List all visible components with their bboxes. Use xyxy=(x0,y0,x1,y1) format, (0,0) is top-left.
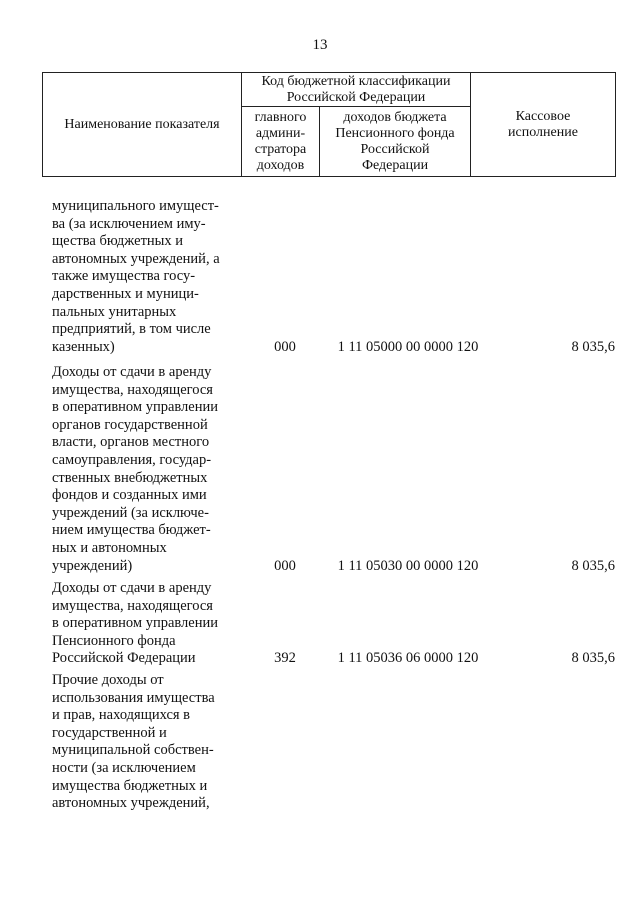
row-classification-code: 1 11 05000 00 0000 120 xyxy=(337,338,479,355)
row-name-line: автономных учреждений, xyxy=(52,795,210,812)
income-line1: доходов бюджета xyxy=(343,109,447,125)
row-name-line: в оперативном управлении xyxy=(52,615,219,632)
header-name-column: Наименование показателя xyxy=(43,73,242,177)
row-name-line: самоуправления, государ- xyxy=(52,451,212,468)
classification-title-line1: Код бюджетной классификации xyxy=(261,73,451,89)
row-admin-code: 392 xyxy=(274,650,296,667)
header-income-column xyxy=(320,107,471,177)
row-name-line: имущества бюджетных и xyxy=(52,777,208,794)
row-name-line: Доходы от сдачи в аренду xyxy=(52,580,212,596)
row-name-line: государственной и xyxy=(52,724,167,741)
row-name-line: дарственных и муници- xyxy=(52,285,199,302)
row-classification-code: 1 11 05030 00 0000 120 xyxy=(337,557,479,574)
page-number: 13 xyxy=(312,37,328,53)
row-name-line: учреждений) xyxy=(52,557,133,574)
row-name-line: пальных унитарных xyxy=(52,303,177,320)
row-name xyxy=(52,364,240,575)
row-name-line: Пенсионного фонда xyxy=(52,632,176,649)
header-cash-column xyxy=(471,73,616,177)
header-classification-group xyxy=(242,73,471,107)
admin-line2: админи- xyxy=(255,125,306,141)
income-line4: Федерации xyxy=(361,157,429,173)
header-admin-column xyxy=(242,107,320,177)
row-name-line: щества бюджетных и xyxy=(52,233,184,250)
row-name-line: ва (за исключением иму- xyxy=(52,215,206,232)
admin-line4: доходов xyxy=(256,157,305,173)
row-amount: 8 035,6 xyxy=(571,557,615,574)
admin-line1: главного xyxy=(254,109,307,125)
row-name-line: муниципального имущест- xyxy=(52,198,219,214)
row-amount: 8 035,6 xyxy=(571,650,615,667)
row-name-line: власти, органов местного xyxy=(52,434,210,451)
income-line3: Российской xyxy=(360,141,430,157)
row-name-line: Прочие доходы от xyxy=(52,672,164,688)
row-name xyxy=(52,672,240,813)
row-name-line: имущества, находящегося xyxy=(52,381,213,398)
row-name-line: автономных учреждений, а xyxy=(52,250,220,267)
row-name-line: предприятий, в том числе xyxy=(52,321,211,338)
row-name-line: Доходы от сдачи в аренду xyxy=(52,364,212,380)
row-amount: 8 035,6 xyxy=(571,338,615,355)
row-name-line: Российской Федерации xyxy=(52,650,196,667)
row-name xyxy=(52,198,240,356)
cash-line1: Кассовое xyxy=(515,108,571,124)
row-name-line: ственных внебюджетных xyxy=(52,469,208,486)
row-classification-code: 1 11 05036 06 0000 120 xyxy=(337,650,479,667)
row-name-line: учреждений (за исключе- xyxy=(52,504,209,521)
classification-title-line2: Российской Федерации xyxy=(286,89,426,105)
row-name-line: использования имущества xyxy=(52,689,215,706)
cash-line2: исполнение xyxy=(508,124,578,140)
row-name-line: органов государственной xyxy=(52,416,208,433)
row-name-line: муниципальной собствен- xyxy=(52,742,214,759)
row-name-line: и прав, находящихся в xyxy=(52,707,191,724)
admin-line3: стратора xyxy=(254,141,307,157)
row-name-line: фондов и созданных ими xyxy=(52,487,207,504)
row-name-line: нием имущества бюджет- xyxy=(52,522,211,539)
table-header xyxy=(42,72,616,177)
row-name-line: в оперативном управлении xyxy=(52,399,219,416)
income-line2: Пенсионного фонда xyxy=(335,125,455,141)
row-name xyxy=(52,580,240,668)
row-name-line: имущества, находящегося xyxy=(52,597,213,614)
row-name-line: казенных) xyxy=(52,338,115,355)
row-admin-code: 000 xyxy=(274,557,296,574)
row-name-line: также имущества госу- xyxy=(52,268,196,285)
row-name-line: ности (за исключением xyxy=(52,759,196,776)
row-admin-code: 000 xyxy=(274,338,296,355)
row-name-line: ных и автономных xyxy=(52,539,167,556)
